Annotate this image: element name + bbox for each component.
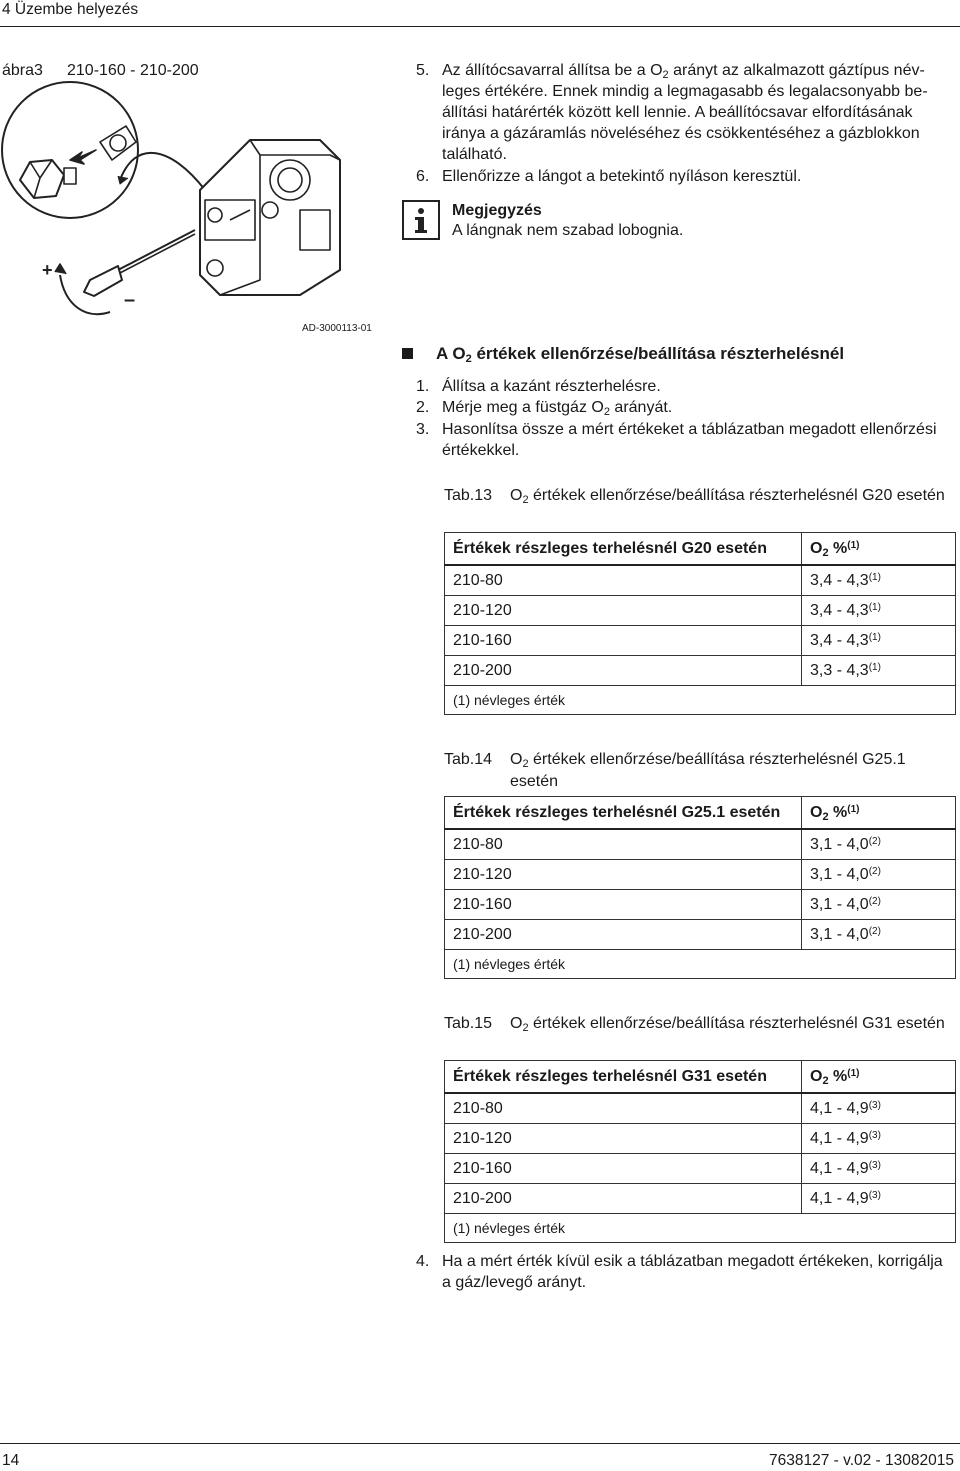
column-header: $O_2$ %$^{(1)}$ bbox=[802, 797, 956, 830]
table-row: 210-120 3,4 - 4,3$^{(1)}$ bbox=[445, 596, 956, 626]
o2-table-g25-1 bbox=[444, 796, 956, 979]
step-number: 3. bbox=[416, 421, 430, 438]
table-caption bbox=[444, 485, 956, 507]
table-header-row bbox=[445, 797, 956, 830]
step-3 bbox=[416, 419, 956, 461]
o2-table-g31 bbox=[444, 1060, 956, 1243]
column-header: Értékek részleges terhelésnél G31 esetén bbox=[445, 1061, 802, 1094]
step-2 bbox=[416, 397, 956, 418]
table-caption bbox=[444, 749, 956, 793]
table-row: 210-160 3,1 - 4,0$^{(2)}$ bbox=[445, 890, 956, 920]
svg-text:+: + bbox=[42, 260, 53, 280]
column-header: $O_2$ %$^{(1)}$ bbox=[802, 533, 956, 566]
page-header: 4 Üzembe helyezés bbox=[2, 1, 139, 18]
table-footnote: (1) névleges érték bbox=[445, 686, 956, 715]
step-text: Mérje meg a füstgáz $O_2$ arányát. bbox=[442, 399, 673, 418]
step-number: 6. bbox=[416, 168, 430, 185]
step-number: 2. bbox=[416, 399, 430, 416]
note-text: A lángnak nem szabad lobognia. bbox=[452, 222, 684, 239]
table-footnote: (1) névleges érték bbox=[445, 950, 956, 979]
column-header: Értékek részleges terhelésnél G20 esetén bbox=[445, 533, 802, 566]
table-title: $O_2$ értékek ellenőrzése/beállítása részterhelésnél G31 esetén bbox=[510, 1015, 945, 1034]
table-row: 210-80 3,1 - 4,0$^{(2)}$ bbox=[445, 829, 956, 860]
step-5 bbox=[416, 60, 956, 165]
table-row: 210-200 3,1 - 4,0$^{(2)}$ bbox=[445, 920, 956, 950]
table-row: 210-120 3,1 - 4,0$^{(2)}$ bbox=[445, 860, 956, 890]
figure-label: ábra3 bbox=[2, 62, 43, 79]
figure-models: 210-160 - 210-200 bbox=[67, 62, 199, 79]
document-number: 7638127 - v.02 - 13082015 bbox=[768, 1452, 954, 1469]
table-title: $O_2$ értékek ellenőrzése/beállítása részterhelésnél G25.1 esetén bbox=[510, 751, 906, 790]
step-text: Állítsa a kazánt részterhelésre. bbox=[442, 378, 661, 395]
table-number: Tab.15 bbox=[444, 1015, 493, 1032]
section-bullet bbox=[402, 348, 413, 359]
footer-rule bbox=[0, 1443, 960, 1444]
step-text: Hasonlítsa össze a mért értékeket a táblázatban megadott ellenőrzési értékekkel. bbox=[442, 421, 937, 459]
step-number: 4. bbox=[416, 1253, 430, 1270]
table-row: 210-80 3,4 - 4,3$^{(1)}$ bbox=[445, 565, 956, 596]
info-icon bbox=[402, 200, 440, 240]
note-title: Megjegyzés bbox=[452, 202, 542, 219]
column-header: Értékek részleges terhelésnél G25.1 esetén bbox=[445, 797, 802, 830]
table-row: 210-200 4,1 - 4,9$^{(3)}$ bbox=[445, 1184, 956, 1214]
table-footnote-row bbox=[445, 950, 956, 979]
table-title: $O_2$ értékek ellenőrzése/beállítása részterhelésnél G20 esetén bbox=[510, 487, 945, 506]
table-row: 210-120 4,1 - 4,9$^{(3)}$ bbox=[445, 1124, 956, 1154]
column-header: $O_2$ %$^{(1)}$ bbox=[802, 1061, 956, 1094]
table-number: Tab.14 bbox=[444, 751, 493, 768]
table-row: 210-200 3,3 - 4,3$^{(1)}$ bbox=[445, 656, 956, 686]
table-header-row bbox=[445, 1061, 956, 1094]
step-4 bbox=[416, 1251, 956, 1293]
table-row: 210-160 4,1 - 4,9$^{(3)}$ bbox=[445, 1154, 956, 1184]
step-text: Ha a mért érték kívül esik a táblázatban megadott értékeken, korrigálja a gáz/levegő arányt. bbox=[442, 1253, 943, 1291]
page-number: 14 bbox=[2, 1452, 20, 1469]
figure-code: AD-3000113-01 bbox=[302, 323, 372, 334]
step-number: 1. bbox=[416, 378, 430, 395]
table-footnote-row bbox=[445, 686, 956, 715]
step-text: Ellenőrizze a lángot a betekintő nyíláson keresztül. bbox=[442, 168, 802, 185]
section-heading: A $O_2$ értékek ellenőrzése/beállítása részterhelésnél bbox=[436, 344, 845, 365]
step-number: 5. bbox=[416, 62, 430, 79]
svg-text:–: – bbox=[124, 289, 136, 311]
gas-valve-illustration bbox=[0, 80, 400, 340]
step-text: Az állítócsavarral állítsa be a $O_2$ arányt az alkalmazott gáztípus névleges értékére. Ennek mindig a legmagasabb és legalacsonyabb beállítási határérték között kell lennie. A beállítócsavar elfordításának iránya a gázáramlás növeléséhez és csökkentéséhez a gázblokkon található. bbox=[442, 62, 928, 163]
table-row: 210-160 3,4 - 4,3$^{(1)}$ bbox=[445, 626, 956, 656]
table-footnote-row bbox=[445, 1214, 956, 1243]
header-rule bbox=[0, 26, 960, 27]
step-1 bbox=[416, 376, 956, 397]
table-number: Tab.13 bbox=[444, 487, 493, 504]
o2-table-g20 bbox=[444, 532, 956, 715]
step-6 bbox=[416, 166, 956, 187]
table-row: 210-80 4,1 - 4,9$^{(3)}$ bbox=[445, 1093, 956, 1124]
table-header-row bbox=[445, 533, 956, 566]
table-caption bbox=[444, 1013, 956, 1035]
table-footnote: (1) névleges érték bbox=[445, 1214, 956, 1243]
